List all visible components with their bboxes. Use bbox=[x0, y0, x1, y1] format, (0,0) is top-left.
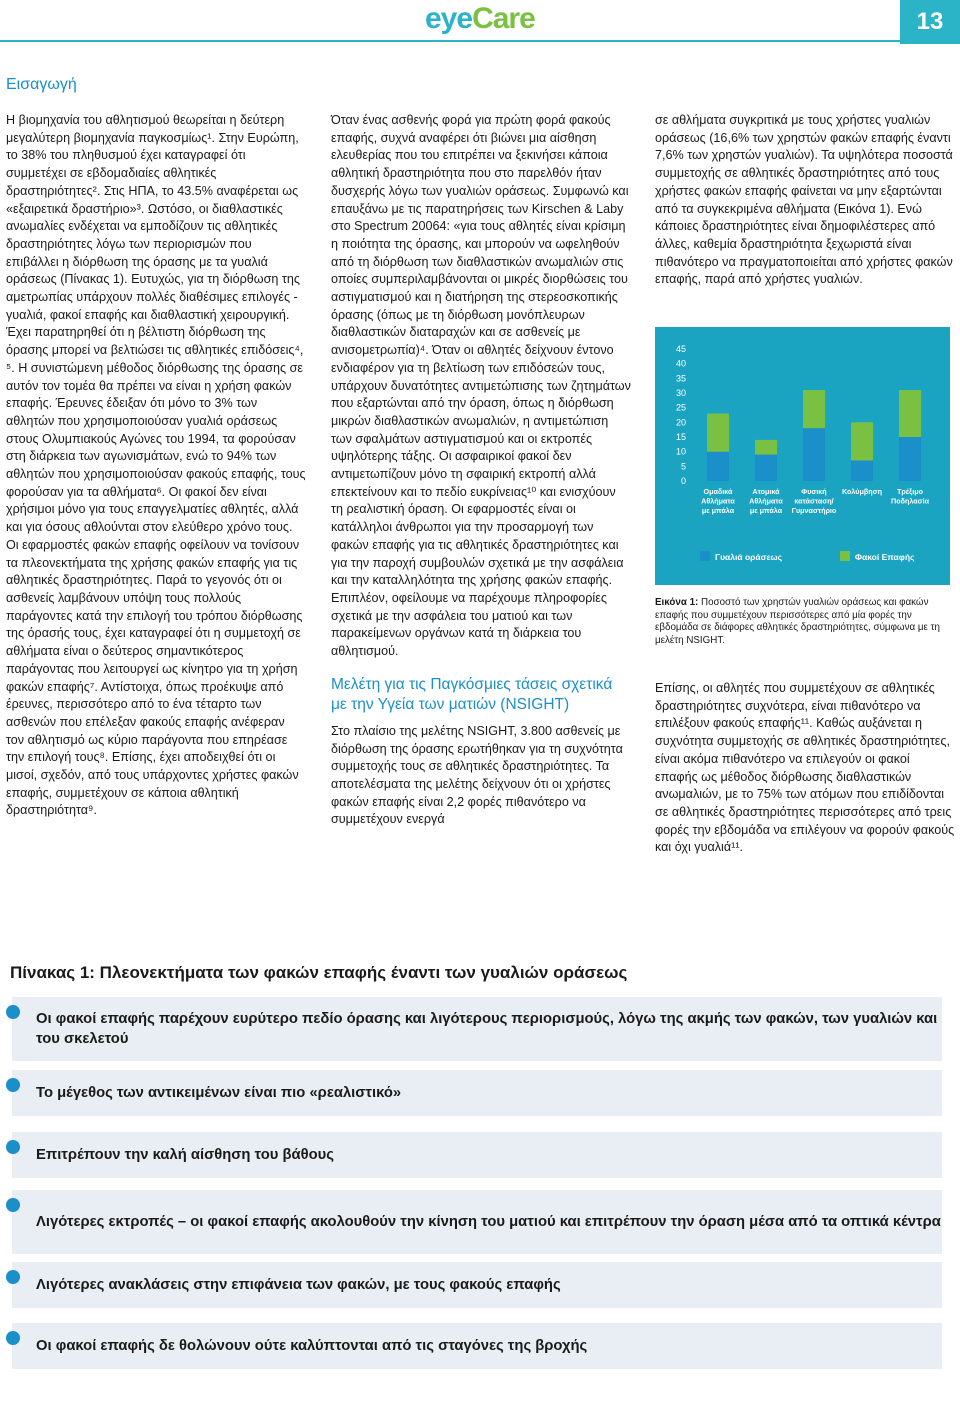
column2-paragraph-after: Στο πλαίσιο της μελέτης NSIGHT, 3.800 ασθενείς με διόρθωση της όρασης ερωτήθηκαν για τη συχνότητα συμμετοχής τους σε αθλητικές δραστηριότητες. Τα αποτελέσματα της μελέτης δείχνουν ότι οι χρήστες φακών επαφής είναι 2,2 φορές πιθανότερο να συμμετέχουν ενεργά bbox=[331, 723, 623, 827]
figure-caption bbox=[655, 597, 955, 647]
column-3 bbox=[655, 112, 955, 289]
column3-paragraph-after: Επίσης, οι αθλητές που συμμετέχουν σε αθλητικές δραστηριότητες συχνότερα, είναι πιθανότερο να επιλέξουν φακούς επαφής¹¹. Καθώς αυξάνεται η συχνότητα συμμετοχής σε αθλητικές δραστηριότητες, είναι ακόμα πιθανότερο να επιλεγούν οι φακοί επαφής ως μέθοδος διόρθωσης διαθλαστικών ανωμαλιών, με το 75% των ατόμων που επιδίδονται σε αθλητικές δραστηριότητες περισσότερες από τρεις φορές την εβδομάδα να επιλέγουν να φορούν φακούς και όχι γυαλιά¹¹. bbox=[655, 681, 955, 855]
legend-swatch-glasses bbox=[700, 551, 710, 561]
table-row-text: Το μέγεθος των αντικειμένων είναι πιο «ρεαλιστικό» bbox=[36, 1085, 402, 1101]
y-tick-label: 10 bbox=[675, 446, 686, 457]
table-title: Πίνακας 1: Πλεονεκτήματα των φακών επαφής έναντι των γυαλιών οράσεως bbox=[10, 963, 628, 982]
table-row-text: Επιτρέπουν την καλή αίσθηση του βάθους bbox=[36, 1147, 334, 1163]
x-category-label: με μπάλα bbox=[749, 506, 783, 515]
figure-caption-label: Εικόνα 1: bbox=[655, 597, 699, 608]
bar-contact-lenses bbox=[803, 390, 825, 428]
column-3-lower bbox=[655, 680, 955, 857]
legend-label-glasses: Γυαλιά οράσεως bbox=[715, 552, 783, 562]
bar-contact-lenses bbox=[851, 422, 873, 460]
x-category-label: Ποδηλασία bbox=[891, 496, 929, 506]
legend-swatch-contact-lenses bbox=[840, 551, 850, 561]
bar-contact-lenses bbox=[899, 390, 921, 437]
table-row-text: Οι φακοί επαφής δε θολώνουν ούτε καλύπτονται από τις σταγόνες της βροχής bbox=[36, 1338, 588, 1354]
bar-glasses bbox=[851, 460, 873, 481]
x-category-label: Αθλήματα bbox=[701, 496, 735, 506]
column-1 bbox=[6, 112, 306, 820]
eyecare-logo bbox=[425, 2, 535, 36]
y-tick-label: 45 bbox=[675, 344, 686, 354]
header-line bbox=[0, 40, 900, 42]
y-tick-label: 15 bbox=[675, 432, 686, 442]
table-row bbox=[12, 1190, 942, 1254]
x-category-label: κατάσταση/ bbox=[794, 496, 834, 506]
logo-part2: Care bbox=[472, 2, 535, 35]
x-category-label: Κολύμβηση bbox=[842, 487, 882, 496]
x-category-label: Γυμναστήριο bbox=[791, 506, 837, 515]
y-tick-label: 0 bbox=[680, 476, 686, 486]
x-category-label: με μπάλα bbox=[701, 506, 735, 515]
y-tick-label: 25 bbox=[675, 402, 686, 413]
y-tick-label: 35 bbox=[675, 373, 686, 384]
legend-label-contact-lenses: Φακοί Επαφής bbox=[855, 552, 915, 562]
table-row-text: Οι φακοί επαφής παρέχουν ευρύτερο πεδίο όρασης και λιγότερους περιορισμούς, λόγω της ακμής των φακών, των γυαλιών και του σκελετού bbox=[36, 1011, 938, 1047]
table-row bbox=[12, 1262, 942, 1308]
bar-glasses bbox=[803, 428, 825, 481]
table-row-text: Λιγότερες ανακλάσεις στην επιφάνεια των φακών, με τους φακούς επαφής bbox=[36, 1277, 561, 1293]
bullet-dot-icon bbox=[6, 1005, 20, 1019]
x-category-label: Ομαδικά bbox=[703, 487, 733, 496]
bar-glasses bbox=[899, 437, 921, 481]
bar-glasses bbox=[755, 455, 777, 481]
table-row bbox=[12, 1323, 942, 1369]
table-row bbox=[12, 997, 942, 1061]
column3-paragraph: σε αθλήματα συγκριτικά με τους χρήστες γυαλιών οράσεως (16,6% των χρηστών φακών επαφής έναντι 7,6% των χρηστών γυαλιών). Τα υψηλότερα ποσοστά συμμετοχής σε αθλητικές δραστηριότητες από τους χρήστες φακών επαφής φαίνεται να μην εξαρτώνται από τα συγκεκριμένα αθλήματα (Εικόνα 1). Ενώ κάποιες δραστηριότητες είναι δημοφιλέστερες από άλλες, καθεμία δραστηριότητα ξεχωριστά είναι πιθανότερο να πραγματοποιείται από χρήστες φακών επαφής, παρά από χρήστες γυαλιών. bbox=[655, 113, 953, 287]
section-title: Εισαγωγή bbox=[6, 76, 77, 93]
table-row bbox=[12, 1132, 942, 1178]
y-tick-label: 30 bbox=[675, 388, 686, 398]
figure-caption-text: Ποσοστό των χρηστών γυαλιών οράσεως και φακών επαφής που συμμετέχουν περισσότερες από μία φορές την εβδομάδα σε διάφορες αθλητικές δραστηριότητες, σύμφωνα με τη μελέτη NSIGHT. bbox=[655, 597, 940, 646]
table-row bbox=[12, 1070, 942, 1116]
bar-contact-lenses bbox=[755, 440, 777, 455]
column2-paragraph: Όταν ένας ασθενής φορά για πρώτη φορά φακούς επαφής, συχνά αναφέρει ότι βιώνει μια αίσθηση ελευθερίας που του επιτρέπει να ξεκινήσει κάποια αθλητική δραστηριότητα που στο παρελθόν ήταν δυσχερής λόγω των γυαλιών οράσεως. Συμφωνώ και επαυξάνω με τις παρατηρήσεις των Kirschen & Laby στο Spectrum 20064: «για τους αθλητές είναι κρίσιμη η ποιότητα της όρασης, και μπορούν να ωφεληθούν από τη διόρθωση των διαθλαστικών ανωμαλιών στις οποίες συμπεριλαμβάνονται οι μικρές διορθώσεις του αστιγματισμού και η διατήρηση της στερεοσκοπικής όρασης (όπως με τη διόρθωση μονόπλευρων διαθλαστικών διαταραχών και σε ασθενείς με ανισομετρωπία)⁴. Όταν οι αθλητές δείχνουν έντονο ενδιαφέρον για τη βελτίωση των επιδόσεών τους, υπάρχουν δυνατότητες αντιμετώπισης των ζητημάτων που εξαρτώνται από την όραση, όπως η διόρθωση μικρών διαθλαστικών ανωμαλιών, η αντιμετώπιση των σφαλμάτων αστιγματισμού και οι εκτροπές υψηλότερης τάξης. Οι ασφαιρικοί φακοί δεν αντιμετωπίζουν μόνο τη σφαιρική εκτροπή αλλά επεκτείνουν και το πεδίο ευκρίνειας¹⁰ και ενισχύουν τη ρεαλιστική όραση. Οι εφαρμοστές είναι οι κατάλληλοι άνθρωποι για την προσαρμογή των φακών επαφής για τις αθλητικές δραστηριότητες και για την παροχή συμβουλών σχετικά με την ασφάλεια και την καταλληλότητα της χρήσης φακών επαφής. Επιπλέον, οφείλουμε να παρέχουμε πληροφορίες σχετικά με την ασφάλεια του ματιού και των παρακείμενων οργάνων κατά τη διάρκεια του αθλητισμού. bbox=[331, 113, 631, 659]
x-category-label: Αθλήματα bbox=[749, 496, 783, 506]
column-2 bbox=[331, 112, 631, 829]
x-category-label: Ατομικά bbox=[752, 487, 780, 496]
bar-contact-lenses bbox=[707, 414, 729, 452]
nsight-subheading: Μελέτη για τις Παγκόσμιες τάσεις σχετικά με την Υγεία των ματιών (NSIGHT) bbox=[331, 675, 613, 713]
x-category-label: Φυσική bbox=[801, 487, 827, 496]
y-tick-label: 5 bbox=[680, 461, 686, 472]
table-row-text: Λιγότερες εκτροπές – οι φακοί επαφής ακολουθούν την κίνηση του ματιού και επιτρέπουν την όραση μέσα από τα οπτικά κέντρα bbox=[36, 1214, 941, 1230]
bullet-dot-icon bbox=[6, 1078, 20, 1092]
y-tick-label: 20 bbox=[675, 417, 686, 428]
bullet-dot-icon bbox=[6, 1198, 20, 1212]
page-number: 13 bbox=[900, 0, 960, 44]
bullet-dot-icon bbox=[6, 1270, 20, 1284]
column1-paragraph: Η βιομηχανία του αθλητισμού θεωρείται η δεύτερη μεγαλύτερη βιομηχανία παγκοσμίως¹. Στην Ευρώπη, το 38% του πληθυσμού έχει καταγραφεί ότι συμμετέχει σε εβδομαδιαίες αθλητικές δραστηριότητες². Στις ΗΠΑ, το 43.5% αναφέρεται ως «εξαιρετικά δραστήριο»³. Ωστόσο, οι διαθλαστικές ανωμαλίες ενδέχεται να εμποδίζουν τις αθλητικές δραστηριότητες λόγω των περιορισμών που επιβάλλει η διόρθωση της όρασης με τα γυαλιά οράσεως (Πίνακας 1). Ευτυχώς, για τη διόρθωση της αμετρωπίας υπάρχουν πολλές διαθέσιμες επιλογές - γυαλιά, φακοί επαφής και διαθλαστική χειρουργική. Έχει παρατηρηθεί ότι η βέλτιστη διόρθωση της όρασης μπορεί να βελτιώσει τις αθλητικές επιδόσεις⁴, ⁵. Η συνιστώμενη μέθοδος διόρθωσης της όρασης σε αυτόν τον τομέα θα πρέπει να είναι η χρήση φακών επαφής. Έρευνες έδειξαν ότι μόνο το 3% των αθλητών που χρησιμοποιούσαν γυαλιά οράσεως στους Ολυμπιακούς Αγώνες του 1994, τα φορούσαν στη διάρκεια των αγωνισμάτων, ενώ το 94% των αθλητών που χρησιμοποιούσαν φακούς επαφής, τους φορούσαν για τα αθλήματα⁶. Οι φακοί δεν είναι χρήσιμοι μόνο για τους επαγγελματίες αθλητές, αλλά και για όσους αθλούνται στον ελεύθερο χρόνο τους. Οι εφαρμοστές φακών επαφής οφείλουν να τονίσουν τα πλεονεκτήματα της χρήσης φακών επαφής για τις αθλητικές δραστηριότητες. Παρά το γεγονός ότι οι ασθενείς λαμβάνουν υπόψη τους πολλούς παράγοντες κατά την επιλογή του τρόπου διόρθωσης της όρασής τους, έχει καταγραφεί ότι η συμμετοχή σε αθλήματα είναι ο δεύτερος σημαντικότερος παράγοντας που λειτουργεί ως κίνητρο για τη χρήση φακών επαφής⁷. Αντίστοιχα, όπως προέκυψε από έρευνες, περισσότερο από το ένα τέταρτο των ασθενών που επέλεξαν φακούς επαφής ανέφεραν τον αθλητισμό ως κύριο παράγοντα που επηρέασε την επιλογή τους⁸. Επίσης, έχει αποδειχθεί ότι οι μισοί, σχεδόν, από τους υπάρχοντες χρήστες φακών επαφής, συμμετέχουν σε κάποια αθλητική δραστηριότητα⁹. bbox=[6, 113, 306, 818]
sports-chart bbox=[655, 327, 950, 585]
x-category-label: Τρέξιμο bbox=[896, 487, 924, 496]
bullet-dot-icon bbox=[6, 1140, 20, 1154]
page-header bbox=[0, 0, 960, 44]
bullet-dot-icon bbox=[6, 1331, 20, 1345]
chart-svg bbox=[655, 327, 950, 585]
bar-glasses bbox=[707, 452, 729, 481]
logo-part1: eye bbox=[425, 2, 473, 35]
y-tick-label: 40 bbox=[675, 358, 686, 369]
